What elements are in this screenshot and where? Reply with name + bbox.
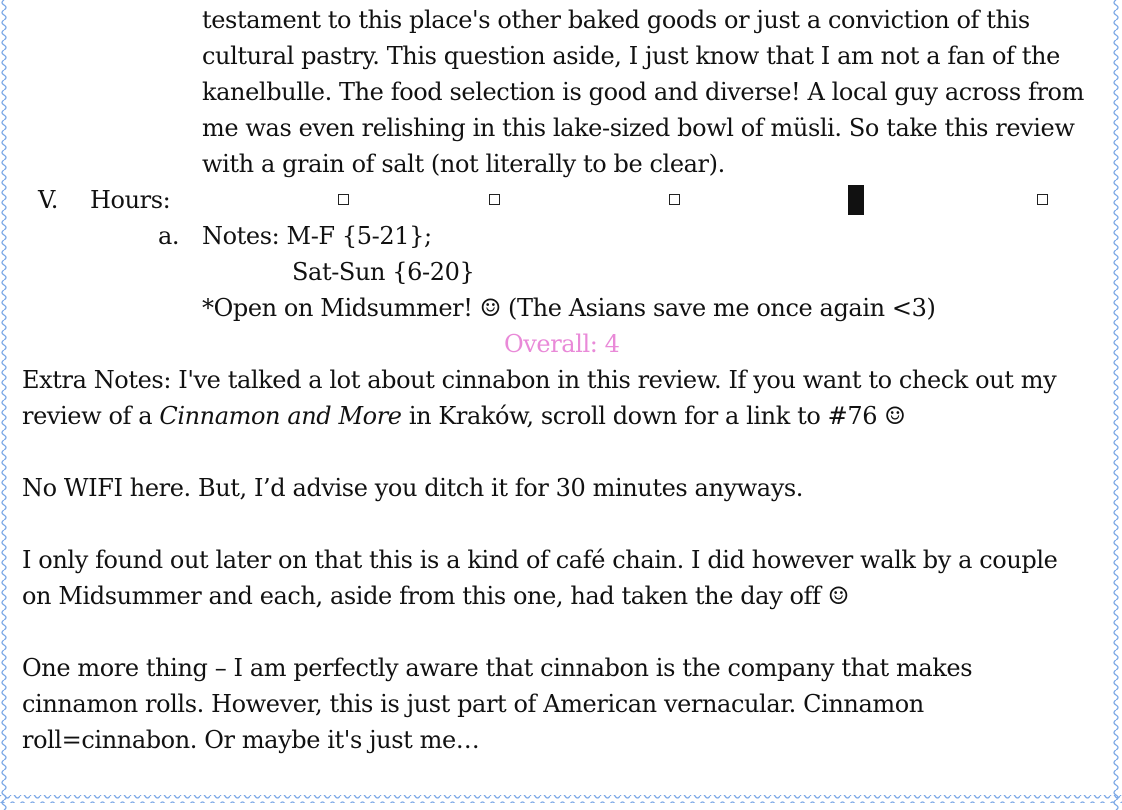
- checkbox-checked-icon[interactable]: [848, 185, 864, 215]
- checkbox-icon[interactable]: [1037, 194, 1048, 205]
- extra-notes-text: review of a: [22, 402, 160, 430]
- one-more-line: roll=cinnabon. Or maybe it's just me…: [22, 726, 480, 754]
- hours-notes-line: *Open on Midsummer! ☺ (The Asians save me once again <3): [202, 294, 936, 322]
- overall-rating: Overall: 4: [504, 330, 620, 358]
- section-numeral: V.: [38, 186, 58, 214]
- checkbox-icon[interactable]: [669, 194, 680, 205]
- review-line: with a grain of salt (not literally to be clear).: [202, 150, 725, 178]
- hours-notes-line: Sat-Sun {6-20}: [292, 258, 475, 286]
- one-more-line: cinnamon rolls. However, this is just part of American vernacular. Cinnamon: [22, 690, 924, 718]
- review-line: kanelbulle. The food selection is good and diverse! A local guy across from: [202, 78, 1084, 106]
- hours-notes-line: Notes: M-F {5-21};: [202, 222, 432, 250]
- checkbox-icon[interactable]: [489, 194, 500, 205]
- extra-notes-line: [22, 398, 905, 434]
- chain-note-line: on Midsummer and each, aside from this one, had taken the day off ☺: [22, 582, 849, 610]
- cafe-name-italic: Cinnamon and More: [159, 402, 402, 430]
- list-marker: a.: [158, 222, 180, 250]
- extra-notes-line: Extra Notes: I've talked a lot about cinnabon in this review. If you want to check out my: [22, 366, 1057, 394]
- review-line: me was even relishing in this lake-sized bowl of müsli. So take this review: [202, 114, 1075, 142]
- extra-notes-text: in Kraków, scroll down for a link to #76 ☺: [401, 402, 906, 430]
- one-more-line: One more thing – I am perfectly aware that cinnabon is the company that makes: [22, 654, 973, 682]
- review-line: cultural pastry. This question aside, I just know that I am not a fan of the: [202, 42, 1060, 70]
- hours-label: Hours:: [90, 186, 171, 214]
- wifi-note: No WIFI here. But, I’d advise you ditch it for 30 minutes anyways.: [22, 474, 804, 502]
- chain-note-line: I only found out later on that this is a kind of café chain. I did however walk by a couple: [22, 546, 1058, 574]
- review-line: testament to this place's other baked goods or just a conviction of this: [202, 6, 1030, 34]
- checkbox-icon[interactable]: [338, 194, 349, 205]
